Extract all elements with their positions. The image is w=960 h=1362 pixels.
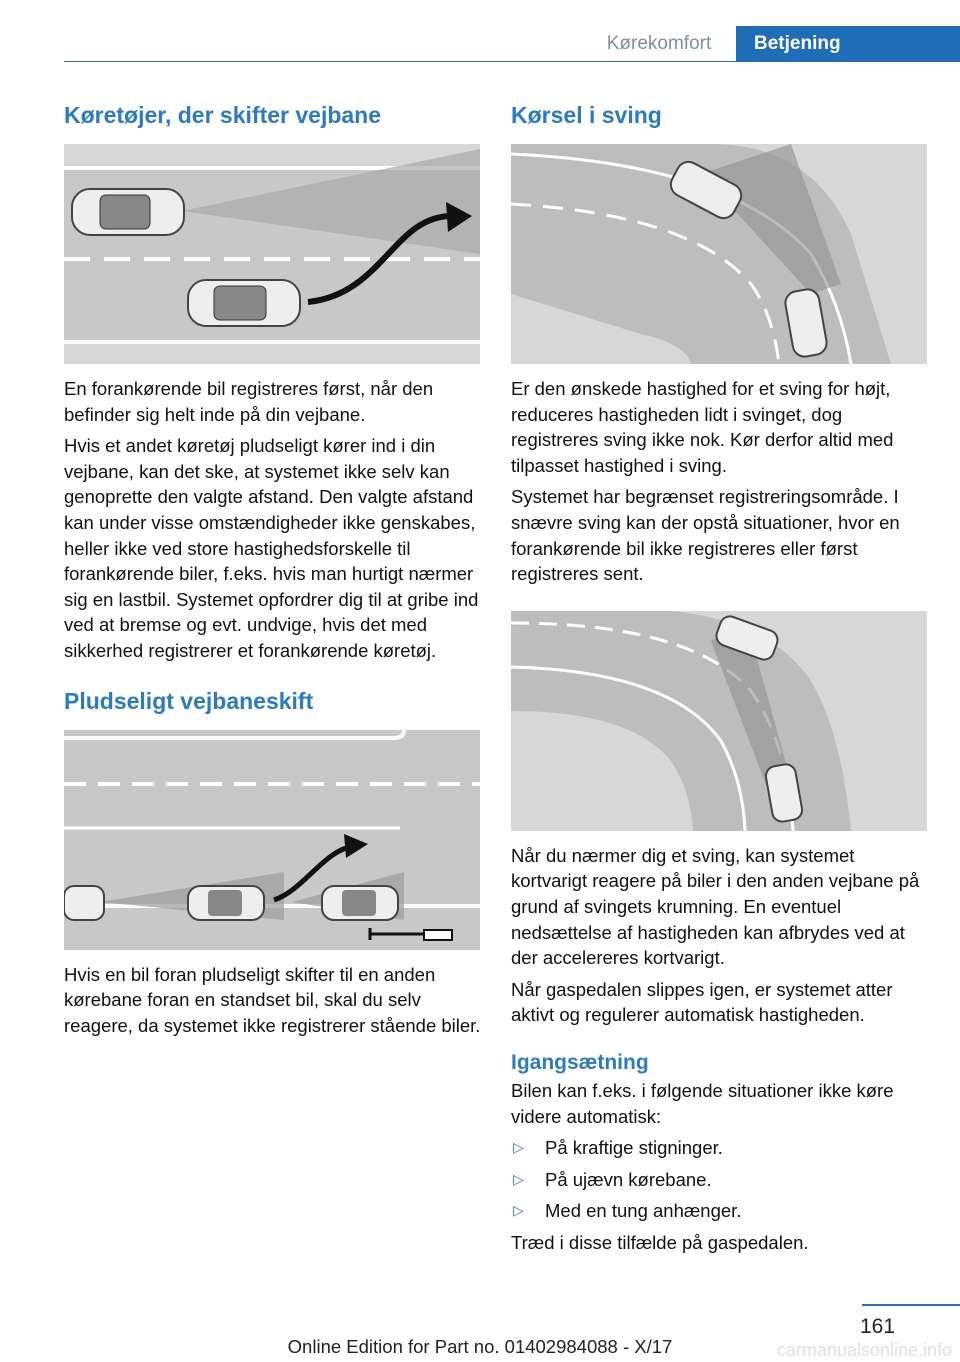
figure-curve-driving (511, 144, 927, 364)
left-column (64, 98, 482, 1044)
car-icon (64, 886, 104, 920)
car-icon (322, 886, 398, 920)
list-item: ▷ Med en tung anhænger. (511, 1198, 929, 1224)
paragraph: Hvis et andet køretøj pludseligt kører ind i din vejbane, kan det ske, at systemet ikke selv kan genoprette den valgte afstand. Den valgte afstand kan under visse omstændigheder ikke genskabes, heller ikke ved store hastighedsforskelle til forankørende biler, f.eks. hvis man hurtigt nærmer sig en lastbil. Systemet opfordrer dig til at gribe ind ved at bremse og evt. undvige, hvis det med sikkerhed registrerer et forankørende køretøj. (64, 435, 479, 661)
bullet-list (511, 1135, 929, 1224)
triangle-bullet-icon: ▷ (513, 1139, 524, 1156)
footer-edition: Online Edition for Part no. 01402984088 - X/17 (287, 1336, 673, 1357)
list-item: ▷ På kraftige stigninger. (511, 1135, 929, 1161)
list-item: ▷ På ujævn kørebane. (511, 1167, 929, 1193)
watermark: carmanualsonline.info (776, 1340, 952, 1360)
heading-vehicles-changing-lane: Køretøjer, der skifter vejbane (64, 102, 382, 128)
heading-starting: Igangsætning (511, 1050, 649, 1074)
paragraph: Hvis en bil foran pludseligt skifter til en anden kørebane foran en standset bil, skal du selv reagere, da systemet ikke registrerer stående biler. (64, 963, 481, 1036)
traffic-light-icon (424, 930, 452, 940)
paragraph: Når du nærmer dig et sving, kan systemet kortvarigt reagere på biler i den anden vejbane på grund af svingets krumning. En eventuel nedsættelse af hastigheden kan afbrydes ved at der accelereres kortvarigt. (511, 844, 920, 969)
paragraph: Træd i disse tilfælde på gaspedalen. (511, 1231, 809, 1253)
header-tab-korekomfort[interactable]: Kørekomfort (606, 33, 712, 54)
right-column (511, 98, 929, 1261)
figure-curve-other-lane (511, 611, 927, 831)
paragraph: Systemet har begrænset registreringsområde. I snævre sving kan der opstå situationer, hvor en forankørende bil ikke registreres eller først registreres sent. (511, 486, 900, 585)
car-icon (72, 189, 184, 235)
triangle-bullet-icon: ▷ (513, 1170, 524, 1187)
header-tab-betjening[interactable]: Betjening (736, 26, 960, 62)
paragraph: Er den ønskede hastighed for et sving for højt, reduceres hastigheden lidt i svinget, dog registreres sving ikke nok. Kør derfor altid med tilpasset hastighed i sving. (511, 378, 894, 476)
heading-driving-in-curves: Kørsel i sving (511, 102, 662, 128)
figure-lane-change (64, 144, 480, 364)
heading-sudden-lane-change: Pludseligt vejbaneskift (64, 687, 314, 714)
page-number-rule (862, 1304, 960, 1306)
figure-sudden-lane-change (64, 730, 480, 950)
paragraph: Bilen kan f.eks. i følgende situationer ikke køre videre automatisk: (511, 1079, 894, 1127)
car-icon (188, 886, 264, 920)
car-icon (188, 280, 300, 326)
paragraph: En forankørende bil registreres først, når den befinder sig helt inde på din vejbane. (64, 378, 434, 425)
triangle-bullet-icon: ▷ (513, 1202, 524, 1219)
page-number: 161 (860, 1315, 896, 1338)
paragraph: Når gaspedalen slippes igen, er systemet atter aktivt og regulerer automatisk hastigheden. (511, 978, 893, 1026)
